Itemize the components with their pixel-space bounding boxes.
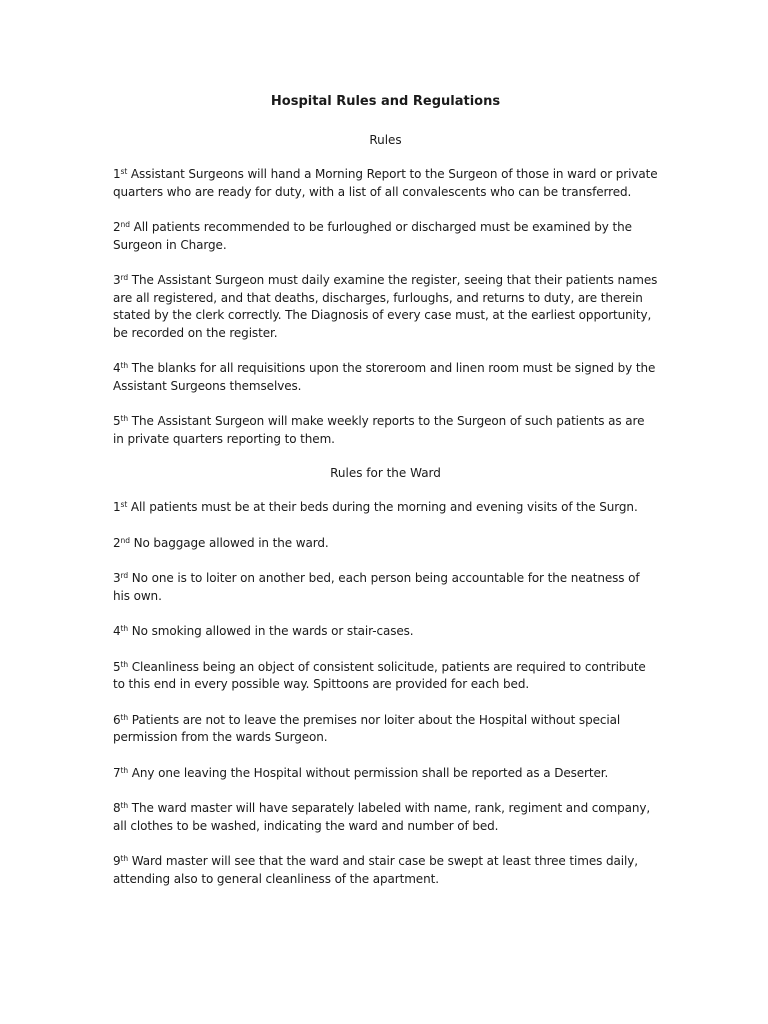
rule-ordinal: th [120, 624, 129, 633]
rule-text: Cleanliness being an object of consistent solicitude, patients are required to contribute to this end in every possible way. Spittoons are provided for each bed. [113, 659, 646, 691]
rule-number: 1 [113, 500, 121, 514]
ward-rule-item [113, 712, 658, 747]
rule-number: 2 [113, 535, 121, 550]
rule-number: 9 [113, 854, 121, 868]
document-page [113, 92, 658, 888]
rule-number: 5 [113, 414, 121, 428]
rule-number: 4 [113, 361, 121, 375]
rule-text: No smoking allowed in the wards or stair-cases. [128, 624, 414, 638]
rule-text: Patients are not to leave the premises nor loiter about the Hospital without special permission from the wards Surgeon. [113, 712, 621, 744]
rule-item [113, 166, 658, 201]
rule-ordinal: th [120, 765, 129, 775]
section-heading-rules: Rules [369, 133, 402, 147]
rule-text: No one is to loiter on another bed, each person being accountable for the neatness of his own. [113, 571, 640, 603]
rule-text: Any one leaving the Hospital without permission shall be reported as a Deserter. [128, 765, 609, 780]
section-heading-ward-rules: Rules for the Ward [330, 466, 441, 480]
ward-rule-item [113, 853, 658, 888]
rule-ordinal: nd [120, 535, 130, 545]
rule-item [113, 272, 658, 342]
rule-number: 3 [113, 571, 121, 585]
rule-text: The Assistant Surgeon must daily examine the register, seeing that their patients names are all registered, and that deaths, discharges, furloughs, and returns to duty, are therein stated by the clerk correctly. The Diagnosis of every case must, at the earliest opportunity, be recorded on the register. [113, 273, 658, 340]
rule-item [113, 360, 658, 395]
ward-rule-item [113, 800, 658, 835]
rule-item [113, 219, 658, 254]
rule-text: Ward master will see that the ward and stair case be swept at least three times daily, attending also to general cleanliness of the apartment. [113, 854, 638, 886]
rule-text: The ward master will have separately labeled with name, rank, regiment and company, all clothes to be washed, indicating the ward and number of bed. [113, 801, 651, 833]
rule-text: The blanks for all requisitions upon the storeroom and linen room must be signed by the Assistant Surgeons themselves. [113, 361, 656, 393]
rule-text: All patients recommended to be furloughed or discharged must be examined by the Surgeon in Charge. [113, 220, 632, 252]
ward-rule-item [113, 765, 658, 783]
rule-number: 7 [113, 765, 121, 780]
ward-rule-item [113, 623, 658, 641]
rule-number: 4 [113, 624, 121, 638]
rule-text: Assistant Surgeons will hand a Morning Report to the Surgeon of those in ward or private quarters who are ready for duty, with a list of all convalescents who can be transferred. [113, 167, 658, 199]
rule-ordinal: th [120, 361, 129, 370]
rule-number: 8 [113, 801, 121, 815]
ward-rule-item [113, 570, 658, 605]
rule-ordinal: th [120, 659, 129, 669]
rule-ordinal: th [120, 854, 129, 863]
rule-ordinal: st [120, 167, 128, 176]
document-title: Hospital Rules and Regulations [270, 94, 501, 109]
rule-number: 3 [113, 273, 121, 287]
rule-ordinal: rd [120, 273, 129, 282]
ward-rule-item [113, 499, 658, 517]
ward-rule-item [113, 659, 658, 694]
rule-number: 5 [113, 659, 121, 674]
rule-ordinal: nd [120, 220, 130, 229]
rule-ordinal: th [120, 801, 129, 810]
rule-number: 2 [113, 220, 121, 234]
rule-text: No baggage allowed in the ward. [129, 535, 329, 550]
rule-item [113, 413, 658, 448]
rule-text: All patients must be at their beds during the morning and evening visits of the Surgn. [127, 500, 638, 514]
rule-number: 6 [113, 712, 121, 727]
ward-rule-item [113, 535, 658, 553]
rule-ordinal: th [120, 712, 129, 722]
rule-ordinal: th [120, 414, 129, 423]
rule-text: The Assistant Surgeon will make weekly reports to the Surgeon of such patients as are in private quarters reporting to them. [113, 414, 645, 446]
rule-ordinal: rd [120, 571, 129, 580]
rule-number: 1 [113, 167, 121, 181]
rule-ordinal: st [120, 500, 128, 509]
